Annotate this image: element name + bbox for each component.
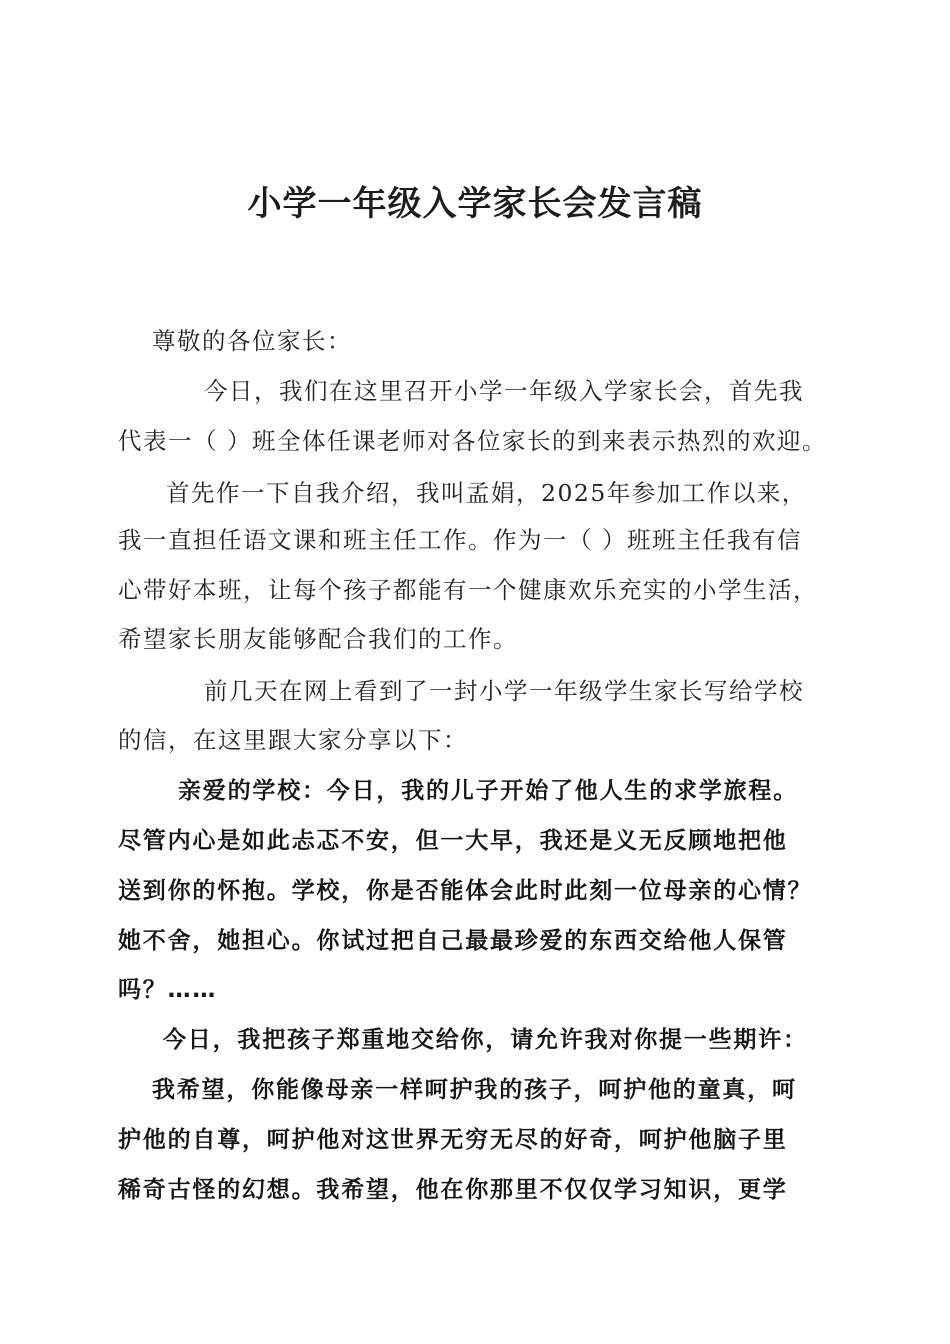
paragraph-line: 前几天在网上看到了一封小学一年级学生家长写给学校 [204, 677, 804, 705]
paragraph-line: 心带好本班，让每个孩子都能有一个健康欢乐充实的小学生活， [118, 576, 818, 604]
paragraph-line: 首先作一下自我介绍，我叫孟娟，2025年参加工作以来， [166, 479, 807, 507]
letter-line: 送到你的怀抱。学校，你是否能体会此时此刻一位母亲的心情？ [118, 878, 813, 904]
letter-line: 稀奇古怪的幻想。我希望，他在你那里不仅仅学习知识，更学 [118, 1177, 788, 1203]
paragraph-line: 代表一（ ）班全体任课老师对各位家长的到来表示热烈的欢迎。 [118, 427, 827, 455]
letter-line: 她不舍，她担心。你试过把自己最最珍爱的东西交给他人保管 [118, 928, 788, 954]
letter-line: 我希望，你能像母亲一样呵护我的孩子，呵护他的童真，呵 [152, 1077, 797, 1103]
letter-line: 护他的自尊，呵护他对这世界无穷无尽的好奇，呵护他脑子里 [118, 1127, 788, 1153]
document-title: 小学一年级入学家长会发言稿 [247, 184, 703, 224]
letter-line: 吗？…… [118, 977, 218, 1003]
salutation-line: 尊敬的各位家长： [152, 327, 352, 355]
letter-line: 尽管内心是如此忐忑不安，但一大早，我还是义无反顾地把他 [118, 828, 788, 854]
paragraph-line: 今日，我们在这里召开小学一年级入学家长会，首先我 [204, 377, 804, 405]
paragraph-line: 的信，在这里跟大家分享以下： [118, 726, 468, 754]
paragraph-line: 希望家长朋友能够配合我们的工作。 [118, 625, 518, 653]
paragraph-line: 我一直担任语文课和班主任工作。作为一（ ）班班主任我有信 [118, 526, 802, 554]
letter-line: 今日，我把孩子郑重地交给你，请允许我对你提一些期许： [163, 1027, 808, 1053]
letter-line: 亲爱的学校：今日，我的儿子开始了他人生的求学旅程。 [178, 778, 798, 804]
